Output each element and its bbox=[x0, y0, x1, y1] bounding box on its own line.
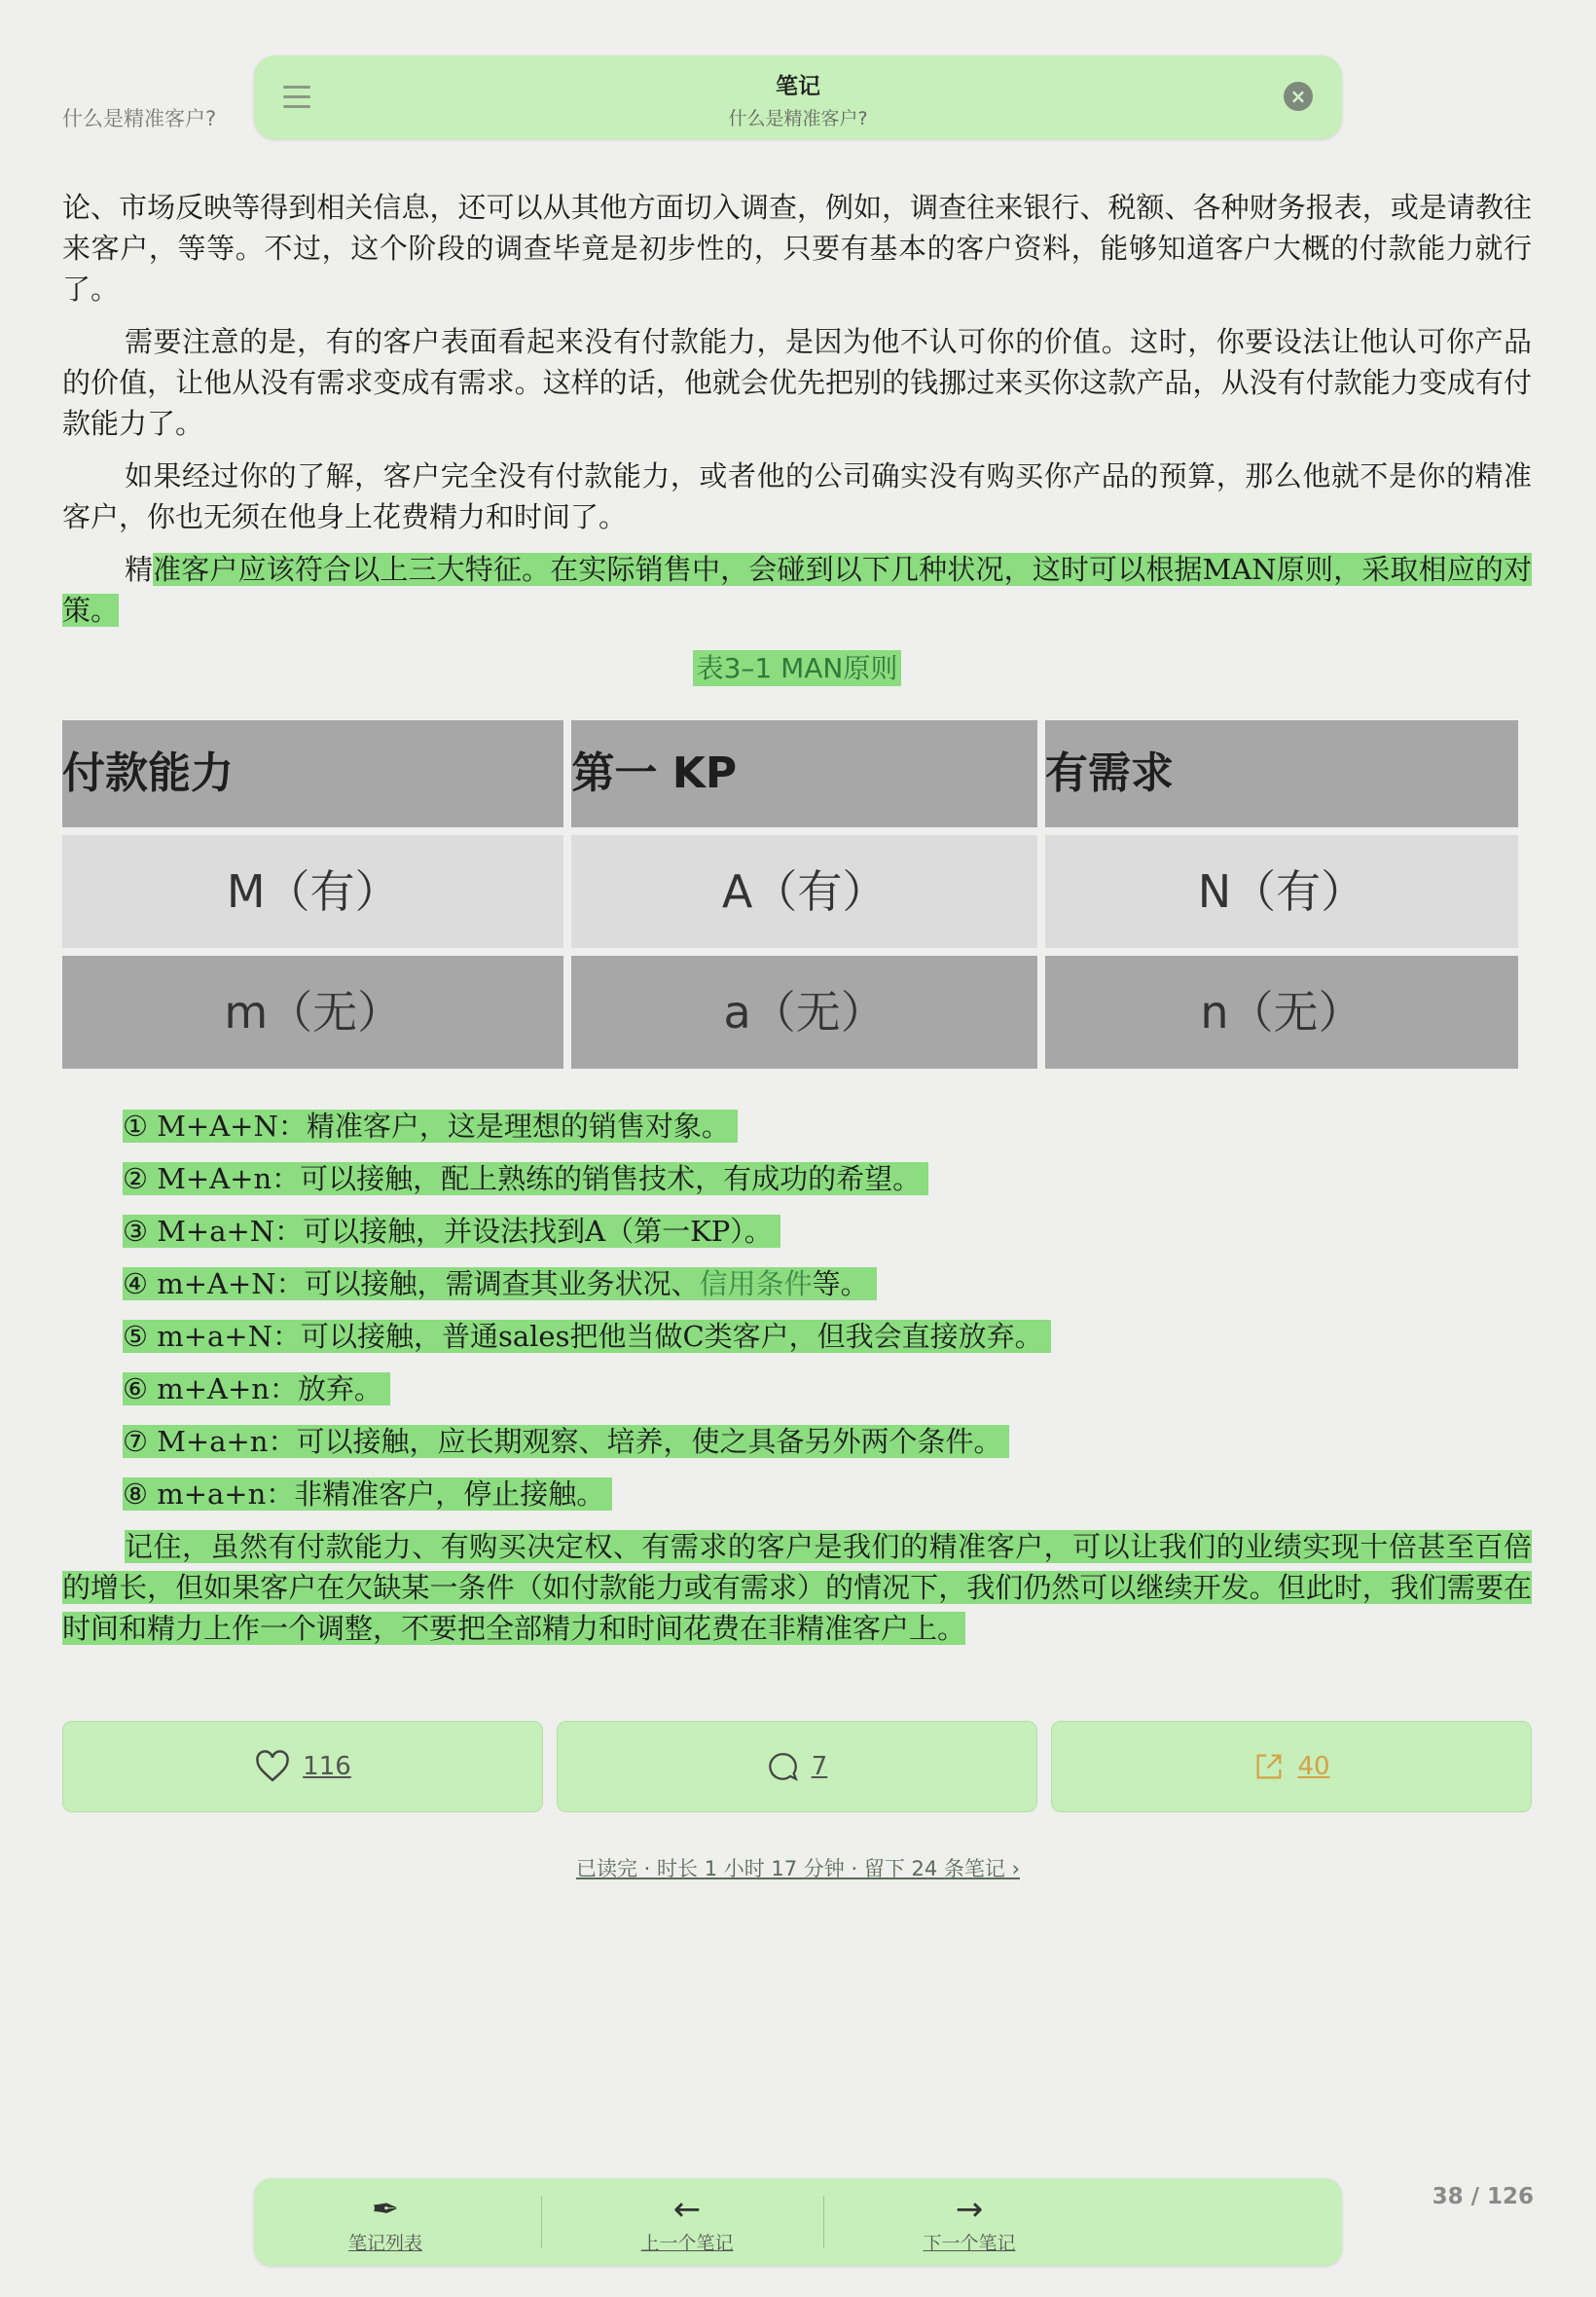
note-actions bbox=[62, 1721, 1534, 1812]
arrow-right-icon: → bbox=[955, 2190, 984, 2229]
close-icon[interactable]: × bbox=[1284, 82, 1313, 111]
breadcrumb: 什么是精准客户? bbox=[62, 107, 217, 130]
list-item bbox=[123, 1316, 1532, 1357]
share-icon bbox=[1252, 1750, 1286, 1783]
highlight-span[interactable]: 记住，虽然有付款能力、有购买决定权、有需求的客户是我们的精准客户，可以让我们的业绩实现十倍甚至百倍的增长，但如果客户在欠缺某一条件（如付款能力或有需求）的情况下，我们仍然可以继续开发。但此时，我们需要在时间和精力上作一个调整，不要把全部精力和时间花费在非精准客户上。 bbox=[62, 1530, 1532, 1645]
next-note-label: 下一个笔记 bbox=[923, 2233, 1016, 2254]
rule-text: 等。 bbox=[812, 1267, 869, 1300]
table-cell: A（有） bbox=[571, 835, 1036, 948]
paragraph: 需要注意的是，有的客户表面看起来没有付款能力，是因为他不认可你的价值。这时，你要设法让他认可你产品的价值，让他从没有需求变成有需求。这样的话，他就会优先把别的钱挪过来买你这款产品，从没有付款能力变成有付款能力了。 bbox=[62, 325, 1532, 440]
table-cell: M（有） bbox=[62, 835, 563, 948]
comment-count: 7 bbox=[811, 1752, 828, 1781]
highlight-span[interactable]: ⑤ m+a+N：可以接触，普通sales把他当做C类客户，但我会直接放弃。 bbox=[123, 1320, 1051, 1353]
feather-icon: ✒ bbox=[371, 2190, 400, 2229]
table-cell: N（有） bbox=[1045, 835, 1518, 948]
list-item bbox=[123, 1211, 1532, 1252]
heart-icon bbox=[254, 1750, 291, 1783]
highlight-span[interactable]: ⑥ m+A+n：放弃。 bbox=[123, 1372, 390, 1405]
paragraph: 如果经过你的了解，客户完全没有付款能力，或者他的公司确实没有购买你产品的预算，那么他就不是你的精准客户，你也无须在他身上花费精力和时间了。 bbox=[62, 459, 1532, 533]
paragraph-highlighted[interactable] bbox=[62, 549, 1532, 631]
text-fragment: 精 bbox=[125, 553, 154, 586]
reading-stats-link[interactable]: 已读完 · 时长 1 小时 17 分钟 · 留下 24 条笔记 › bbox=[576, 1857, 1020, 1880]
comment-bubble-icon bbox=[767, 1750, 800, 1783]
paragraph: 论、市场反映等得到相关信息，还可以从其他方面切入调查，例如，调查往来银行、税额、各种财务报表，或是请教往来客户，等等。不过，这个阶段的调查毕竟是初步性的，只要有基本的客户资料，能够知道客户大概的付款能力就行了。 bbox=[62, 191, 1532, 306]
table-header: 第一 KP bbox=[571, 720, 1036, 827]
prev-note-button[interactable] bbox=[546, 2178, 828, 2266]
next-note-button[interactable] bbox=[828, 2178, 1110, 2266]
bottom-nav-bar bbox=[254, 2178, 1342, 2266]
share-button[interactable] bbox=[1051, 1721, 1532, 1812]
reading-content bbox=[62, 187, 1532, 1660]
divider bbox=[541, 2196, 542, 2248]
top-bar bbox=[254, 55, 1342, 139]
highlight-span[interactable]: ② M+A+n：可以接触，配上熟练的销售技术，有成功的希望。 bbox=[123, 1162, 928, 1195]
table-caption bbox=[62, 648, 1532, 689]
table-header: 付款能力 bbox=[62, 720, 563, 827]
page-number: 38 / 126 bbox=[1432, 2184, 1534, 2209]
share-count: 40 bbox=[1297, 1752, 1330, 1781]
conclusion-paragraph bbox=[62, 1526, 1532, 1649]
man-rules-list bbox=[62, 1106, 1532, 1514]
man-table bbox=[54, 712, 1526, 1076]
panel-subtitle: 什么是精准客户? bbox=[728, 108, 868, 129]
list-item bbox=[123, 1421, 1532, 1462]
like-button[interactable] bbox=[62, 1721, 543, 1812]
table-header: 有需求 bbox=[1045, 720, 1518, 827]
table-cell: m（无） bbox=[62, 956, 563, 1069]
caption-highlight[interactable]: 表3–1 MAN原则 bbox=[693, 650, 902, 686]
panel-title: 笔记 bbox=[776, 74, 820, 99]
list-item bbox=[123, 1474, 1532, 1514]
highlight-span[interactable]: ① M+A+N：精准客户，这是理想的销售对象。 bbox=[123, 1110, 738, 1143]
notes-list-button[interactable] bbox=[244, 2178, 526, 2266]
notes-list-label: 笔记列表 bbox=[347, 2233, 422, 2254]
table-cell: n（无） bbox=[1045, 956, 1518, 1069]
highlight-span[interactable]: ③ M+a+N：可以接触，并设法找到A（第一KP）。 bbox=[123, 1215, 780, 1248]
comment-button[interactable] bbox=[557, 1721, 1037, 1812]
table-cell: a（无） bbox=[571, 956, 1036, 1069]
highlight-span[interactable]: ⑦ M+a+n：可以接触，应长期观察、培养，使之具备另外两个条件。 bbox=[123, 1425, 1009, 1458]
term-link[interactable]: 信用条件 bbox=[699, 1267, 813, 1300]
highlight-span[interactable]: ⑧ m+a+n：非精准客户，停止接触。 bbox=[123, 1477, 612, 1511]
like-count: 116 bbox=[303, 1752, 351, 1781]
divider bbox=[823, 2196, 824, 2248]
list-item bbox=[123, 1106, 1532, 1147]
highlight-span[interactable]: 准客户应该符合以上三大特征。在实际销售中，会碰到以下几种状况，这时可以根据MAN原则，采取相应的对策。 bbox=[62, 553, 1532, 627]
list-item bbox=[123, 1263, 1532, 1304]
rule-text: ④ m+A+N：可以接触，需调查其业务状况、 bbox=[123, 1267, 700, 1300]
prev-note-label: 上一个笔记 bbox=[640, 2233, 734, 2254]
highlight-span[interactable] bbox=[123, 1267, 877, 1300]
arrow-left-icon: ← bbox=[672, 2190, 702, 2229]
list-item bbox=[123, 1158, 1532, 1199]
list-item bbox=[123, 1368, 1532, 1409]
